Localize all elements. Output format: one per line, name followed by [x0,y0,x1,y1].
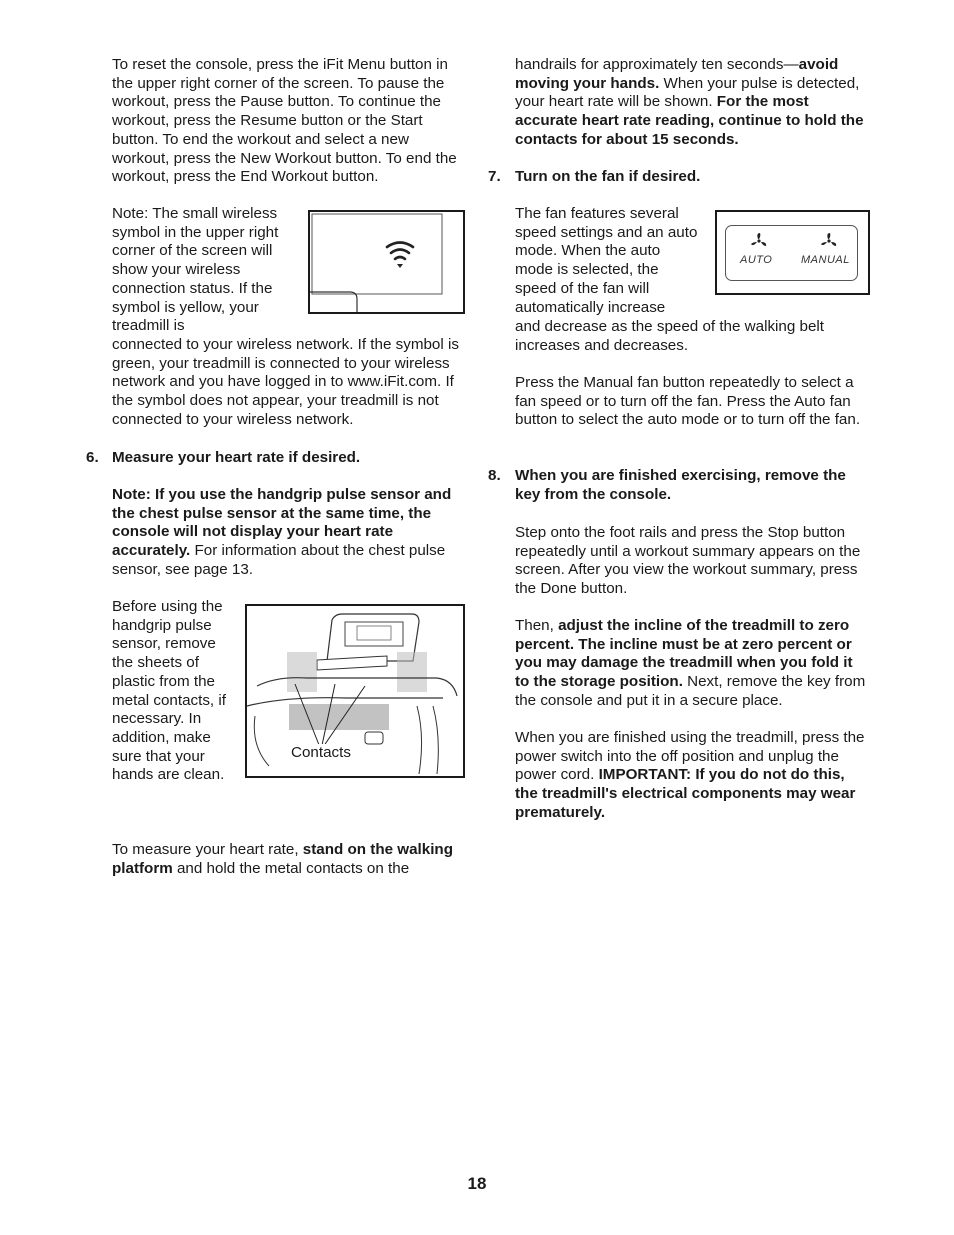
fan-auto-label: AUTO [740,254,773,266]
handrails-prefix: handrails for approximately ten seconds— [515,56,799,73]
step-6-note-rest: For information about the chest pulse sensor, see page 13. [112,542,446,578]
before-using-text: Before using the handgrip pulse sensor, remove the sheets of plastic from the metal contacts, if necessary. In addition, make sure that your hands are clean. [112,598,226,784]
wifi-icon [387,243,413,269]
incline-bold: adjust the incline of the treadmill to zero percent. The incline must be at zero percent or you may damage the treadmill when you fold it to the storage position. [515,617,853,691]
step-6-number: 6. [86,449,99,466]
step-6-note-bold: Note: If you use the handgrip pulse sensor and the chest pulse sensor at the same time, the console will not display your heart rate accurately. [112,486,452,560]
incline-rest: Next, remove the key from the console and put it in a secure place. [515,673,866,709]
fan-text: The fan features several speed settings and an auto mode. When the auto mode is selected, the speed of the fan will automatically increase [515,205,698,316]
power-off-paragraph [515,729,871,823]
step-8-number: 8. [488,467,501,484]
fan-manual-label: MANUAL [801,254,850,266]
handrails-mid: When your pulse is detected, your heart rate will be shown. [515,74,860,111]
wireless-note-continued: connected to your wireless network. If the symbol is green, your treadmill is connected to your wireless network and you have logged in to www.iFit.com. If the symbol does not appear, your treadmill is not connected to your wireless network. [112,336,459,428]
power-off-important: IMPORTANT: If you do not do this, the treadmill's electrical components may wear prematurely. [515,766,856,821]
handgrip-contacts-figure [245,604,465,778]
incline-paragraph [515,617,871,711]
fan-button-panel [725,225,858,281]
fan-text-continued: and decrease as the speed of the walking belt increases and decreases. [515,318,825,354]
measure-prefix: To measure your heart rate, [112,841,303,858]
wireless-note-text: Note: The small wireless symbol in the upper right corner of the screen will show your wireless connection status. If the symbol is yellow, your treadmill is [112,205,279,335]
fan-buttons-figure [715,210,870,295]
fan-manual-icon [818,230,840,250]
page-number: 18 [467,1174,487,1193]
measure-paragraph [112,841,468,878]
contacts-label: Contacts [291,744,351,761]
wireless-symbol-figure [308,210,465,314]
step-7-title: Turn on the fan if desired. [515,168,701,185]
step-7-number: 7. [488,168,501,185]
handrails-bold-2: For the most accurate heart rate reading, continue to hold the contacts for about 15 seconds. [515,93,864,148]
manual-fan-paragraph: Press the Manual fan button repeatedly to select a fan speed or to turn off the fan. Press the Auto fan button to select the auto mode or to turn off the fan. [515,374,861,429]
step-6-note [112,486,468,580]
handrails-paragraph [515,56,871,150]
step-8-title: When you are finished exercising, remove the key from the console. [515,467,846,503]
handrails-bold-1: avoid moving your hands. [515,56,839,92]
power-off-text: When you are finished using the treadmill, press the power switch into the off position and unplug the power cord. [515,729,865,784]
incline-prefix: Then, [515,617,559,634]
step-6-title: Measure your heart rate if desired. [112,449,361,466]
reset-paragraph: To reset the console, press the iFit Menu button in the upper right corner of the screen. To pause the workout, press the Pause button. To continue the workout, press the Resume button or the Start button. To end the workout and select a new workout, press the New Workout button. To end the workout, press the End Workout button. [112,56,457,186]
measure-bold: stand on the walking platform [112,841,453,877]
stop-paragraph: Step onto the foot rails and press the Stop button repeatedly until a workout summary appears on the screen. After you view the workout summary, press the Done button. [515,524,861,598]
fan-auto-icon [748,230,770,250]
measure-suffix: and hold the metal contacts on the [172,859,410,877]
